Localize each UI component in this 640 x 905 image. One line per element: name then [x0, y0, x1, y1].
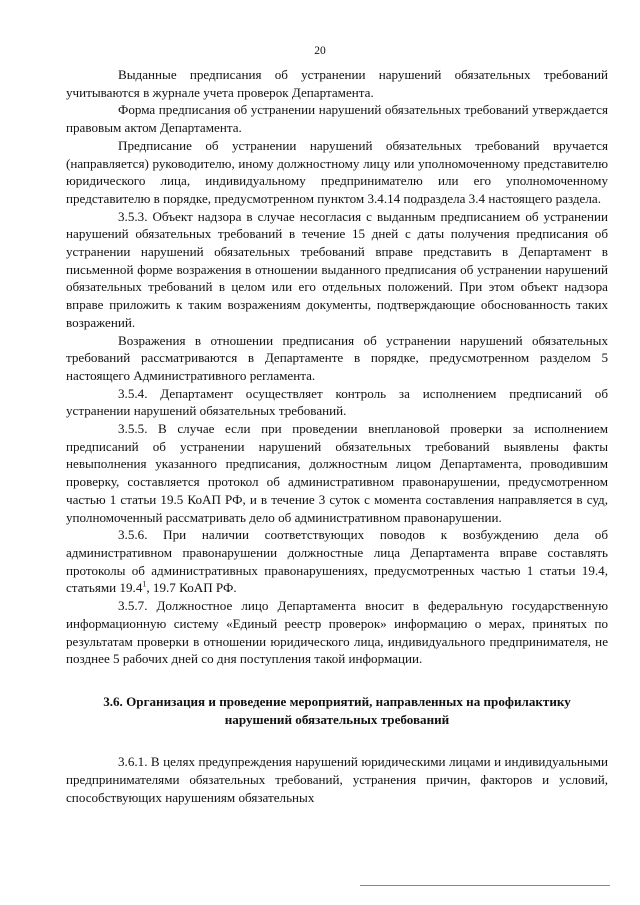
paragraph-3-5-7: 3.5.7. Должностное лицо Департамента вносит в федеральную государственную информационную систему «Единый реестр проверок» информацию о мерах, принятых по результатам проверки в отношении юридического лица, индивидуального предпринимателя, не позднее 5 рабочих дней со дня поступления такой информации. [66, 598, 608, 667]
section-heading-3-6: 3.6. Организация и проведение мероприятий, направленных на профилактику нарушений обязательных требований [103, 693, 571, 727]
paragraph-3-5-6-text: 3.5.6. При наличии соответствующих поводов к возбуждению дела об административном правонарушении должностные лица Департамента вправе составлять протоколы об административных правонарушениях, предусмотренных частью 1 статьи 19.4, статьями 19.4 [66, 527, 608, 596]
paragraph-objections: Возражения в отношении предписания об устранении нарушений обязательных требований рассматриваются в Департаменте в порядке, предусмотренном разделом 5 настоящего Административного регламента. [66, 332, 608, 383]
paragraph-3-5-6 [66, 526, 608, 597]
paragraph-3-5-4: 3.5.4. Департамент осуществляет контроль за исполнением предписаний об устранении нарушений обязательных требований. [66, 385, 608, 419]
page-number: 20 [314, 45, 326, 57]
paragraph-3-6-1: 3.6.1. В целях предупреждения нарушений юридическими лицами и индивидуальными предпринимателями обязательных требований, устранения причин, факторов и условий, способствующих нарушениям обязательных [66, 754, 608, 805]
paragraph-3-5-6-tail: , 19.7 КоАП РФ. [146, 580, 237, 596]
footer-rule [360, 885, 610, 886]
paragraph-journal: Выданные предписания об устранении нарушений обязательных требований учитываются в журнале учета проверок Департамента. [66, 67, 608, 100]
paragraph-3-5-5: 3.5.5. В случае если при проведении внеплановой проверки за исполнением предписаний об устранении нарушений обязательных требований выявлены факты невыполнения указанного предписания, должностным лицом Департамента, проводившим проверку, составляется протокол об административном правонарушении, предусмотренном частью 1 статьи 19.5 КоАП РФ, и в течение 3 суток с момента составления направляется в суд, уполномоченный рассматривать дело об административном правонарушении. [66, 421, 608, 525]
paragraph-3-5-3: 3.5.3. Объект надзора в случае несогласия с выданным предписанием об устранении нарушений обязательных требований в течение 15 дней с даты получения предписания об устранении нарушений обязательных требований вправе представить в Департамент в письменной форме возражения в отношении выданного предписания об устранении нарушений обязательных требований в целом или его отдельных положений. При этом объект надзора вправе приложить к таким возражениям документы, подтверждающие обоснованность таких возражений. [66, 208, 608, 330]
paragraph-delivery: Предписание об устранении нарушений обязательных требований вручается (направляется) руководителю, иному должностному лицу или уполномоченному представителю юридического лица, индивидуальному предпринимателю или его уполномоченному представителю в порядке, предусмотренном пунктом 3.4.14 подраздела 3.4 настоящего раздела. [66, 137, 608, 206]
document-body [66, 66, 608, 806]
superscript-footnote: 1 [142, 580, 147, 590]
paragraph-form: Форма предписания об устранении нарушений обязательных требований утверждается правовым актом Департамента. [66, 102, 608, 136]
